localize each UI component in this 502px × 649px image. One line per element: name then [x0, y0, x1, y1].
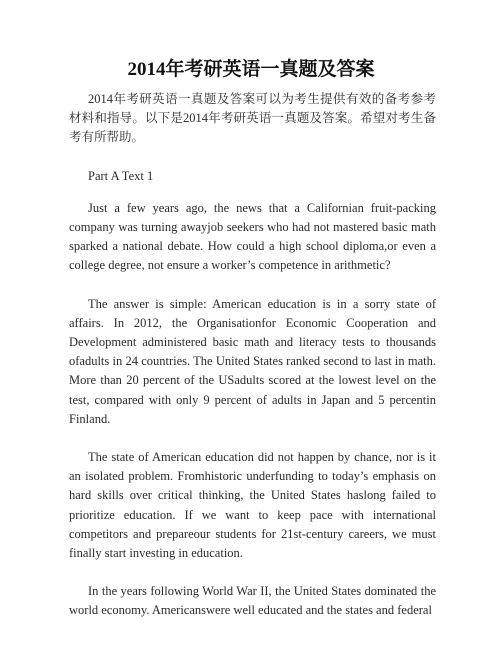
intro-paragraph: 2014年考研英语一真题及答案可以为考生提供有效的备考参考材料和指导。以下是2014年考研英语一真题及答案。希望对考生备考有所帮助。	[69, 92, 436, 145]
paragraph-4: In the years following World War II, the United States dominated the world economy. Americanswere well educated and the states and federal	[69, 584, 436, 618]
paragraph-1: Just a few years ago, the news that a Californian fruit-packing company was turning awayjob seekers who had not mastered basic math sparked a national debate. How could a high school diploma,or even a college degree, not ensure a worker’s competence in arithmetic?	[69, 200, 436, 273]
section-heading: Part A Text 1	[88, 168, 154, 183]
paragraph-2: The answer is simple: American education is in a sorry state of affairs. In 2012, the Organisationfor Economic Cooperation and Development administered basic math and literacy tests to thousands ofadults in 24 countries. The United States ranked second to last in math. More than 20 percent of the USadults scored at the lowest level on the test, compared with only 9 percent of adults in Japan and 5 percentin Finland.	[69, 296, 436, 426]
document-title: 2014年考研英语一真题及答案	[127, 59, 375, 80]
paragraph-3: The state of American education did not happen by chance, nor is it an isolated problem. Fromhistoric underfunding to today’s emphasis on hard skills over critical thinking, the United States haslong failed to prioritize education. If we want to keep pace with international competitors and prepareour students for 21st-century careers, we must finally start investing in education.	[69, 450, 436, 561]
document-body	[69, 90, 436, 640]
